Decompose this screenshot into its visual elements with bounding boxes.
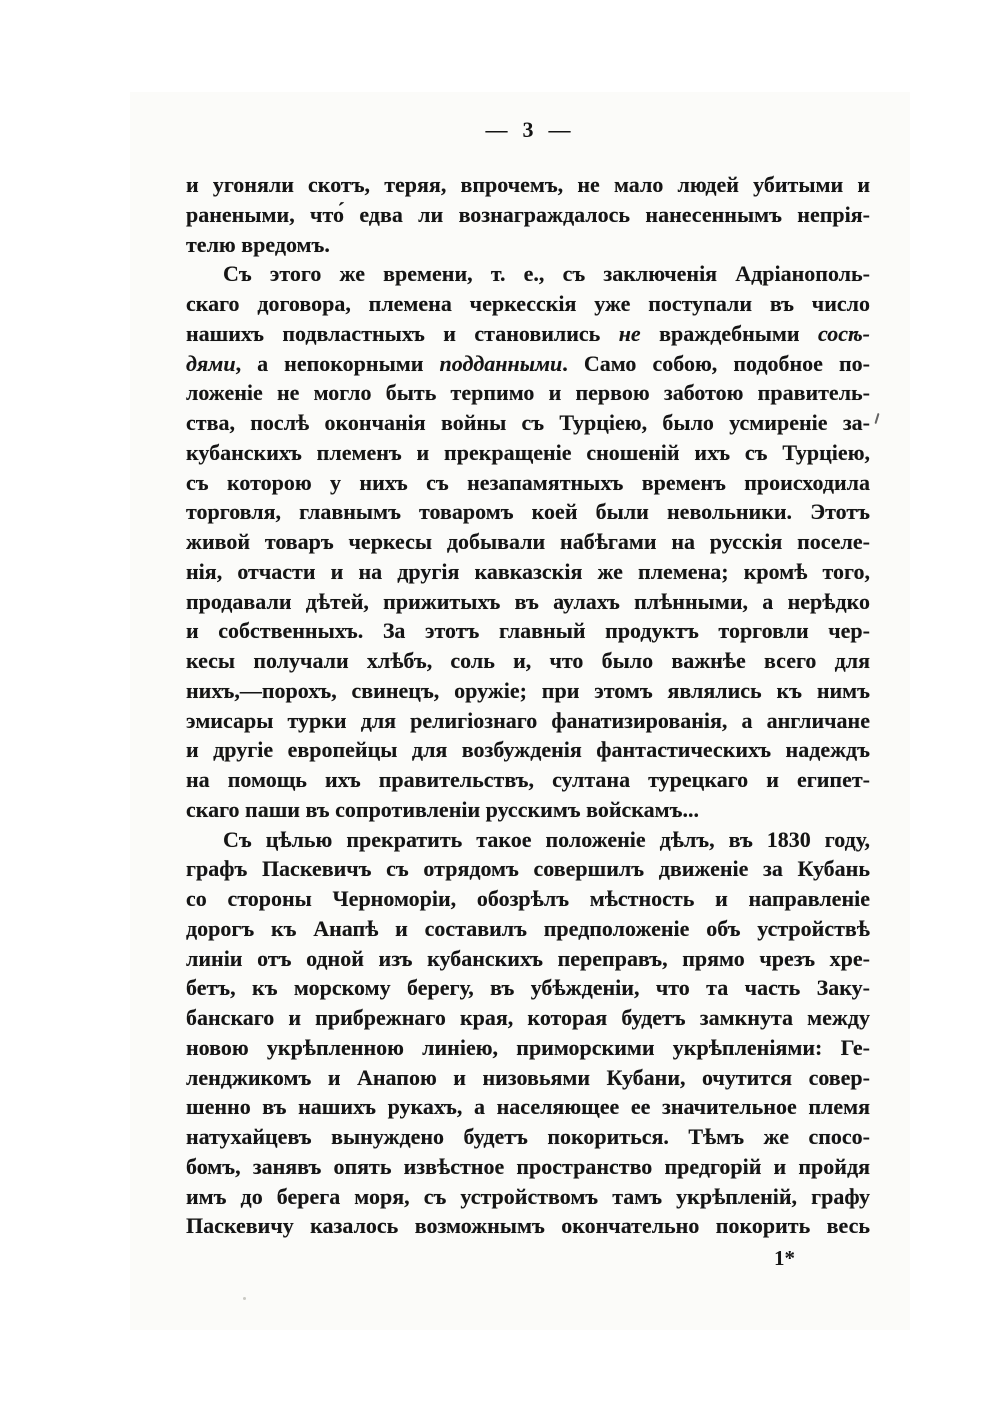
text-line — [186, 319, 870, 349]
header-dash-left: — — [485, 117, 508, 142]
text-line: нія, отчасти и на другія кавказскія же племена; кромѣ того, — [186, 558, 870, 584]
text-line: графъ Паскевичъ съ отрядомъ совершилъ движеніе за Кубань — [186, 856, 870, 882]
page-header — [186, 117, 870, 143]
text-line: и собственныхъ. За этотъ главный продуктъ торговли чер- — [186, 618, 870, 644]
text-line: имъ до берега моря, съ устройствомъ тамъ укрѣпленій, графу — [186, 1183, 870, 1209]
text-line: ранеными, что́ едва ли вознаграждалось нанесеннымъ непрія- — [186, 201, 870, 227]
signature-mark: 1* — [774, 1246, 795, 1270]
text-segment: . Само собою, подобное по- — [562, 350, 870, 376]
text-segment: враждебными — [640, 320, 819, 346]
text-line: торговля, главнымъ товаромъ коей были невольники. Этотъ — [186, 499, 870, 525]
text-line: скаго договора, племена черкесскія уже поступали въ число — [186, 291, 870, 316]
text-line: натухайцевъ вынуждено будетъ покориться. Тѣмъ же спосо- — [186, 1124, 870, 1149]
text-line: линіи отъ одной изъ кубанскихъ переправъ, прямо чрезъ хре- — [186, 945, 870, 971]
text-line: шенно въ нашихъ рукахъ, а населяющее ее значительное племя — [186, 1094, 870, 1120]
text-line: ложеніе не могло быть терпимо и первою заботою правитель- — [186, 380, 870, 406]
text-block — [186, 170, 870, 1241]
text-line: и угоняли скотъ, теряя, впрочемъ, не мало людей убитыми и — [186, 172, 870, 197]
text-segment: нашихъ подвластныхъ и становились — [186, 320, 619, 346]
text-line: скаго паши въ сопротивленіи русскимъ войскамъ... — [186, 796, 699, 822]
text-line: Съ цѣлью прекратить такое положеніе дѣлъ, въ 1830 году, — [223, 826, 870, 852]
text-line: Съ этого же времени, т. е., съ заключенія Адріанополь- — [223, 261, 870, 287]
text-segment: , а непокорными — [235, 350, 440, 376]
text-line: телю вредомъ. — [186, 231, 330, 257]
text-line: банскаго и прибрежнаго края, которая будетъ замкнута между — [186, 1005, 870, 1030]
page-number: 3 — [522, 117, 534, 142]
text-line: нихъ,—порохъ, свинецъ, оружіе; при этомъ являлись къ нимъ — [186, 677, 870, 703]
text-line: новою укрѣпленною линіею, приморскими укрѣпленіями: Ге- — [186, 1034, 870, 1060]
text-line: со стороны Черноморіи, обозрѣлъ мѣстность и направленіе — [186, 886, 870, 911]
text-line: бомъ, занявъ опять извѣстное пространство предгорій и пройдя — [186, 1153, 870, 1179]
text-line: дорогъ къ Анапѣ и составилъ предположеніе объ устройствѣ — [186, 915, 870, 941]
ink-speck — [243, 1297, 246, 1300]
text-segment-italic: сосѣ- — [818, 320, 870, 346]
text-line: эмисары турки для религіознаго фанатизированія, а англичане — [186, 707, 870, 733]
text-line: бетъ, къ морскому берегу, въ убѣжденіи, что та часть Заку- — [186, 975, 870, 1001]
text-line: продавали дѣтей, прижитыхъ въ аулахъ плѣнными, а нерѣдко — [186, 588, 870, 614]
text-segment-italic: дями — [186, 350, 236, 376]
text-line: живой товаръ черкесы добывали набѣгами на русскія поселе- — [186, 529, 870, 554]
text-line: на помощь ихъ правительствъ, султана турецкаго и египет- — [186, 767, 870, 792]
text-line: Паскевичу казалось возможнымъ окончательно покорить весь — [186, 1213, 870, 1239]
text-line — [186, 349, 870, 379]
header-dash-right: — — [548, 117, 571, 142]
text-line: кубанскихъ племенъ и прекращеніе сношеній ихъ съ Турціею, — [186, 439, 870, 465]
text-segment-italic: подданными — [439, 350, 563, 376]
text-line: съ которою у нихъ съ незапамятныхъ временъ происходила — [186, 469, 870, 495]
text-line: ства, послѣ окончанія войны съ Турціею, было усмиреніе за- — [186, 410, 870, 435]
text-line: и другіе европейцы для возбужденія фантастическихъ надеждъ — [186, 737, 870, 763]
text-segment-italic: не — [618, 320, 641, 346]
text-line: кесы получали хлѣбъ, соль и, что было важнѣе всего для — [186, 648, 870, 673]
text-line: ленджикомъ и Анапою и низовьями Кубани, очутится совер- — [186, 1064, 870, 1090]
